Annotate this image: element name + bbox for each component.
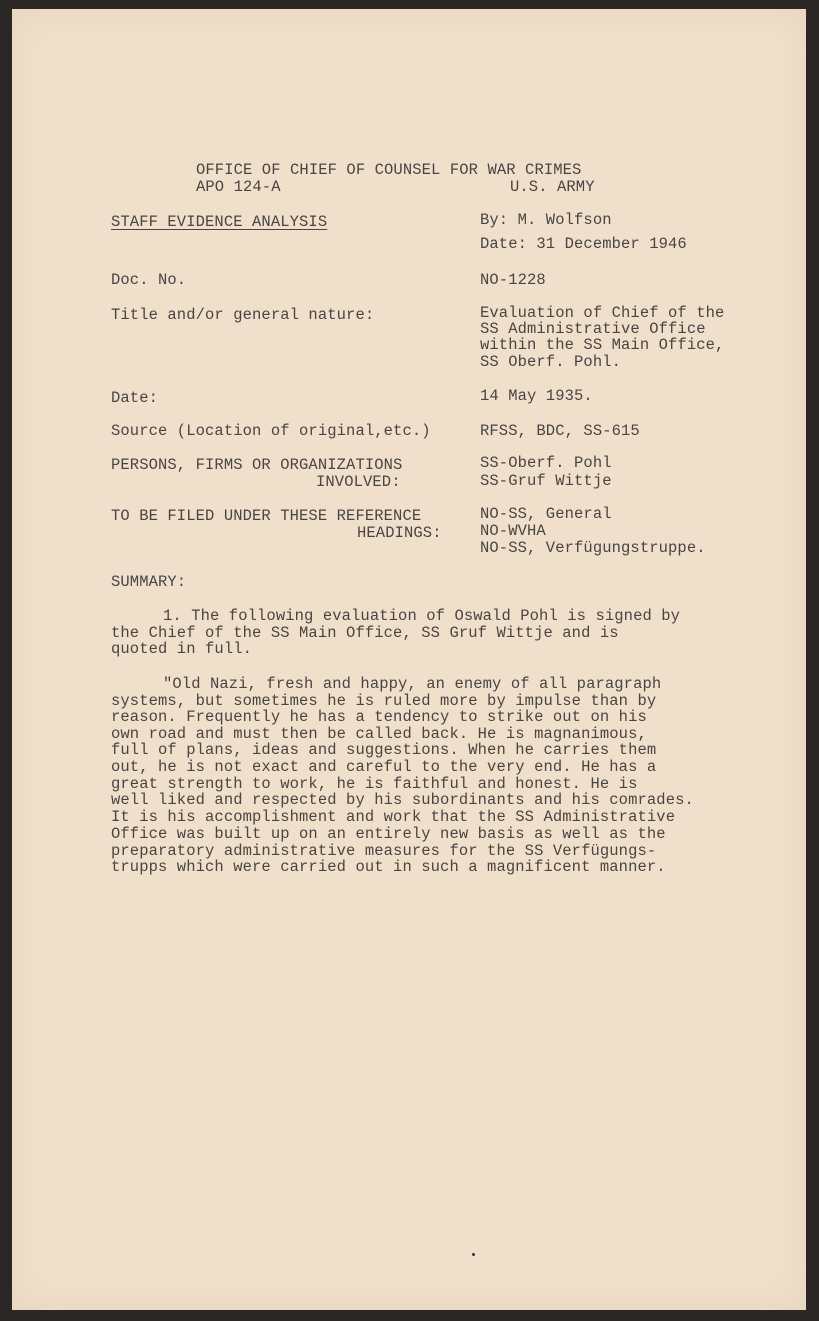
analyst-name: By: M. Wolfson	[480, 211, 612, 229]
header-army: U.S. ARMY	[510, 178, 595, 196]
filed-label: TO BE FILED UNDER THESE REFERENCE	[111, 507, 422, 525]
doc-no-value: NO-1228	[480, 271, 546, 289]
quote-line: It is his accomplishment and work that the SS Administrative	[111, 808, 676, 826]
quote-line: trupps which were carried out in such a magnificent manner.	[111, 858, 666, 876]
persons-value: SS-Gruf Wittje	[480, 472, 612, 490]
quote-line: great strength to work, he is faithful and honest. He is	[111, 775, 638, 793]
analysis-title: STAFF EVIDENCE ANALYSIS	[111, 213, 328, 231]
title-value-line: Evaluation of Chief of the	[480, 304, 725, 322]
page-mark	[472, 1253, 475, 1256]
title-label: Title and/or general nature:	[111, 306, 375, 324]
source-value: RFSS, BDC, SS-615	[480, 422, 640, 440]
quote-line: out, he is not exact and careful to the very end. He has a	[111, 758, 657, 776]
persons-value: SS-Oberf. Pohl	[480, 454, 612, 472]
persons-label-involved: INVOLVED:	[316, 473, 401, 491]
filed-label-headings: HEADINGS:	[357, 524, 442, 542]
document-page	[12, 9, 806, 1310]
quote-line: Office was built up on an entirely new basis as well as the	[111, 825, 666, 843]
quote-line: systems, but sometimes he is ruled more by impulse than by	[111, 692, 657, 710]
summary-para-line: 1. The following evaluation of Oswald Pohl is signed by	[163, 607, 681, 625]
summary-para-line: quoted in full.	[111, 640, 253, 658]
header-apo: APO 124-A	[196, 178, 281, 196]
analysis-date: Date: 31 December 1946	[480, 235, 687, 253]
filed-value: NO-SS, Verfügungstruppe.	[480, 539, 706, 557]
filed-value: NO-SS, General	[480, 505, 612, 523]
quote-line: well liked and respected by his subordinants and his comrades.	[111, 791, 694, 809]
date-value: 14 May 1935.	[480, 387, 593, 405]
quote-line: own road and must then be called back. He is magnanimous,	[111, 725, 647, 743]
source-label: Source (Location of original,etc.)	[111, 422, 431, 440]
title-value-line: SS Administrative Office	[480, 320, 706, 338]
persons-label: PERSONS, FIRMS OR ORGANIZATIONS	[111, 456, 403, 474]
doc-no-label: Doc. No.	[111, 271, 187, 289]
quote-line: full of plans, ideas and suggestions. When he carries them	[111, 741, 657, 759]
quote-line: "Old Nazi, fresh and happy, an enemy of all paragraph	[163, 675, 662, 693]
title-value-line: SS Oberf. Pohl.	[480, 353, 622, 371]
summary-heading: SUMMARY:	[111, 573, 187, 591]
header-office: OFFICE OF CHIEF OF COUNSEL FOR WAR CRIMES	[196, 161, 582, 179]
summary-para-line: the Chief of the SS Main Office, SS Gruf Wittje and is	[111, 624, 619, 642]
title-value-line: within the SS Main Office,	[480, 336, 725, 354]
quote-line: reason. Frequently he has a tendency to strike out on his	[111, 708, 647, 726]
filed-value: NO-WVHA	[480, 522, 546, 540]
quote-line: preparatory administrative measures for the SS Verfügungs-	[111, 842, 657, 860]
date-label: Date:	[111, 389, 159, 407]
